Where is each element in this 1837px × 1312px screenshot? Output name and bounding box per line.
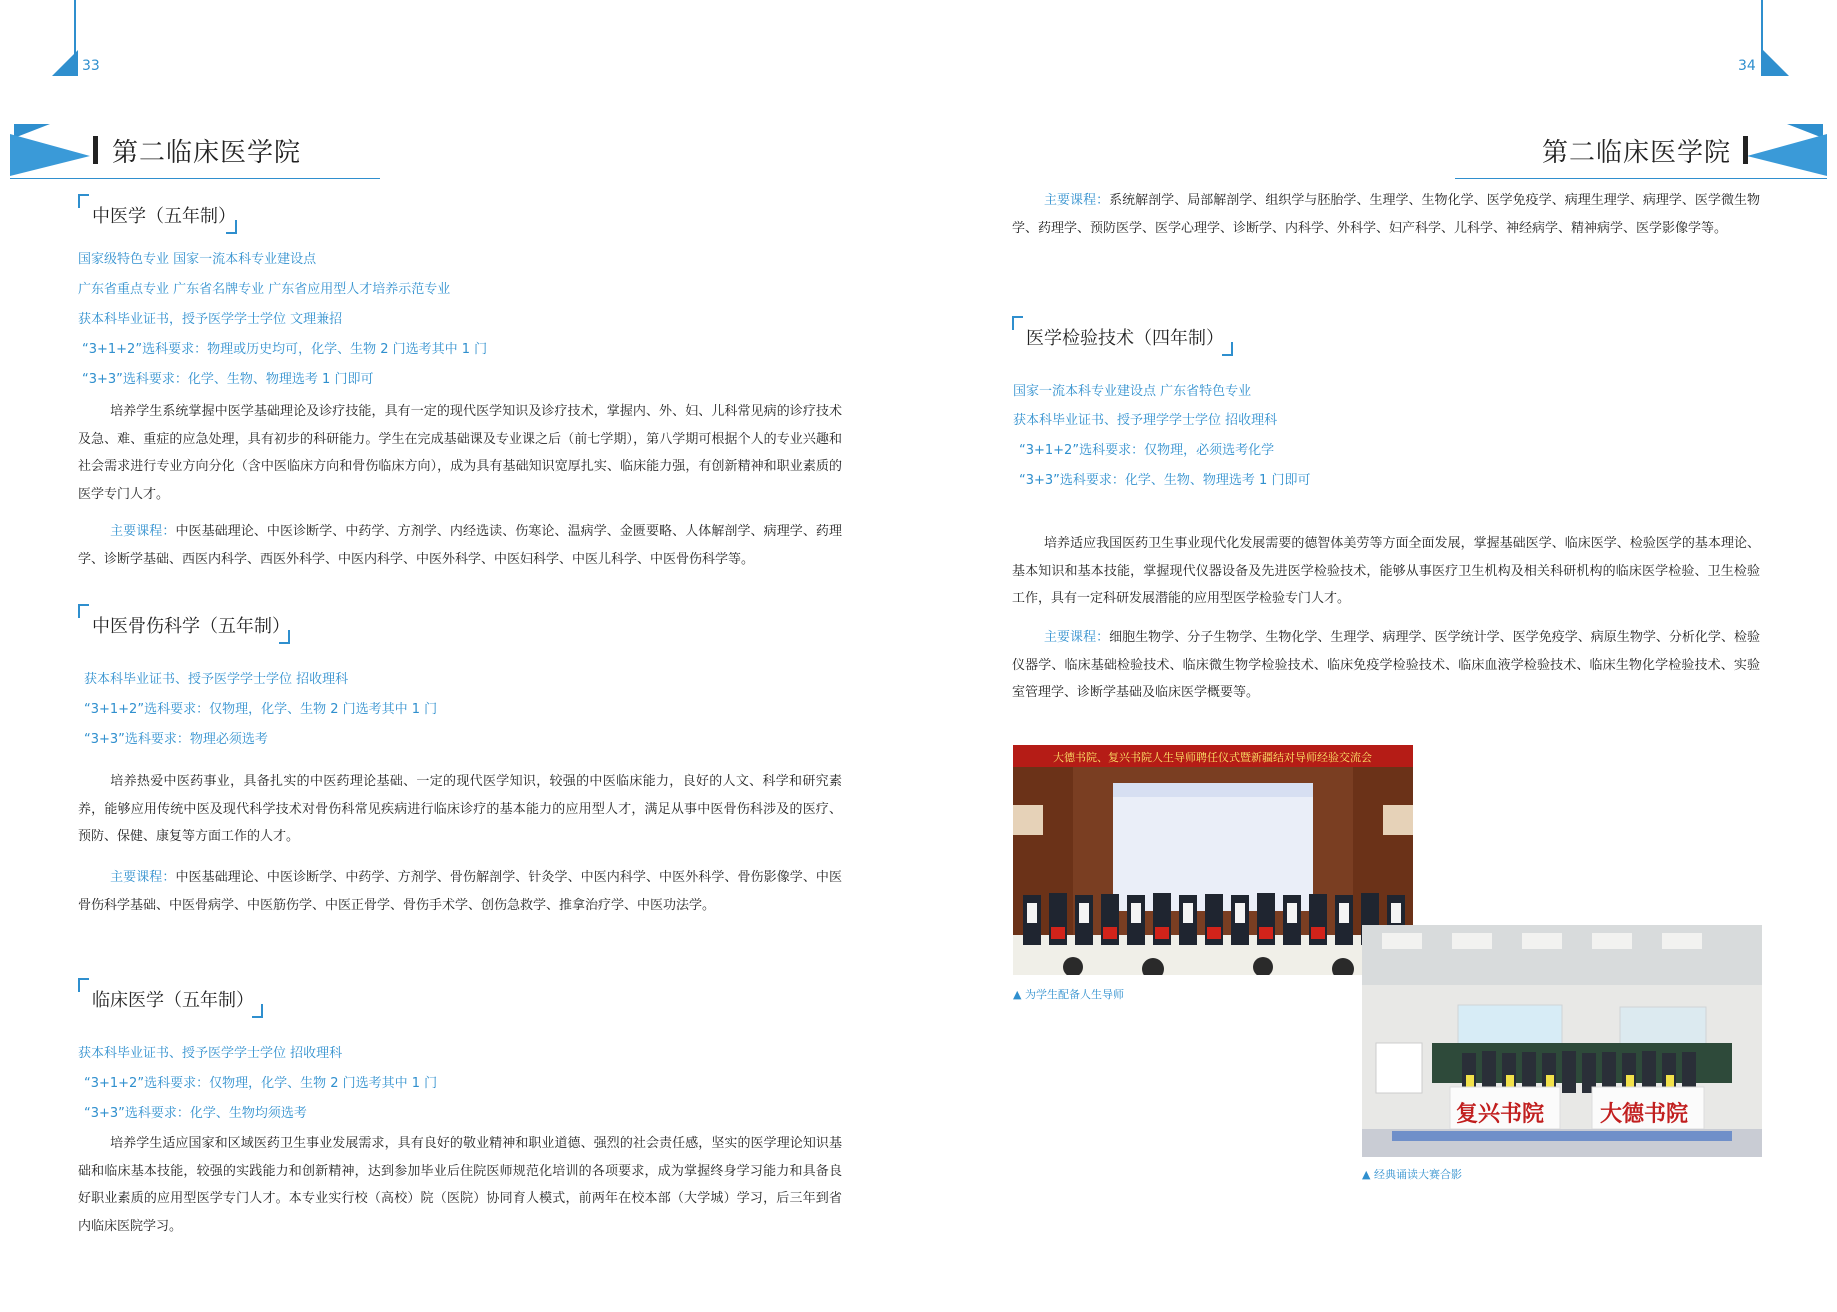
section-courses: 主要课程：中医基础理论、中医诊断学、中药学、方剂学、骨伤解剖学、针灸学、中医内科学、中医外科学、骨伤影像学、中医骨伤科学基础、中医骨病学、中医筋伤学、中医正骨学、骨伤手术学、创伤急救学、推拿治疗学、中医功法学。 [78, 870, 842, 913]
right-header-arrow-icon [1742, 110, 1827, 176]
left-corner-triangle [52, 50, 78, 76]
courses-label: 主要课程： [1044, 630, 1110, 645]
section-title: 中医骨伤科学（五年制） [92, 616, 290, 637]
section-tag: 获本科毕业证书、授予医学学士学位 招收理科 [78, 1046, 343, 1061]
section-description: 培养学生系统掌握中医学基础理论及诊疗技能，具有一定的现代医学知识及诊疗技术，掌握内、外、妇、儿科常见病的诊疗技术及急、难、重症的应急处理，具有初步的科研能力。学生在完成基础课及专业课之后（前七学期），第八学期可根据个人的专业兴趣和社会需求进行专业方向分化（含中医临床方向和骨伤临床方向），成为具有基础知识宽厚扎实、临床能力强，有创新精神和职业素质的医学专门人才。 [78, 404, 842, 502]
section-courses: 主要课程：细胞生物学、分子生物学、生物化学、生理学、病理学、医学统计学、医学免疫学、病原生物学、分析化学、检验仪器学、临床基础检验技术、临床微生物学检验技术、临床免疫学检验技术、临床血液学检验技术、临床生物化学检验技术、实验室管理学、诊断学基础及临床医学概要等。 [1012, 630, 1760, 700]
section-bracket-close [1222, 342, 1233, 356]
section-title: 中医学（五年制） [92, 206, 236, 227]
section-tag: “3+3”选科要求：化学、生物均须选考 [84, 1106, 307, 1121]
section-tag: 获本科毕业证书、授予医学学士学位 招收理科 [84, 672, 349, 687]
courses-label: 主要课程： [110, 524, 176, 539]
left-header-arrow-icon [10, 110, 95, 176]
section-tag: 获本科毕业证书，授予医学学士学位 文理兼招 [78, 312, 343, 327]
photo-mentor-ceremony [1013, 745, 1413, 975]
section-bracket-close [252, 1004, 263, 1018]
section-tag: “3+3”选科要求：物理必须选考 [84, 732, 268, 747]
section-tag: “3+1+2”选科要求：仅物理，化学、生物 2 门选考其中 1 门 [84, 702, 438, 717]
section-bracket-close [226, 220, 237, 234]
section-tag: “3+3”选科要求：化学、生物、物理选考 1 门即可 [1019, 473, 1311, 488]
photo-caption: ▲ 为学生配备人生导师 [1013, 988, 1124, 1001]
photo-banner-left-text: 复兴书院 [1456, 1101, 1545, 1127]
section-tag: “3+1+2”选科要求：仅物理，必须选考化学 [1019, 443, 1275, 458]
right-header-title: 第二临床医学院 [1542, 138, 1732, 168]
right-corner-triangle [1763, 50, 1789, 76]
photo-recitation-contest [1362, 925, 1762, 1157]
section-title: 医学检验技术（四年制） [1026, 328, 1224, 349]
photo-caption: ▲ 经典诵读大赛合影 [1362, 1168, 1462, 1181]
section-tag: 国家级特色专业 国家一流本科专业建设点 [78, 252, 317, 267]
courses-label: 主要课程： [110, 870, 176, 885]
section-courses: 主要课程：中医基础理论、中医诊断学、中药学、方剂学、内经选读、伤寒论、温病学、金匮要略、人体解剖学、病理学、药理学、诊断学基础、西医内科学、西医外科学、中医内科学、中医外科学、中医妇科学、中医儿科学、中医骨伤科学等。 [78, 524, 842, 567]
section-tag: 广东省重点专业 广东省名牌专业 广东省应用型人才培养示范专业 [78, 282, 451, 297]
left-header-title: 第二临床医学院 [112, 138, 302, 168]
right-header-underline [1455, 178, 1827, 179]
right-title-bar [1743, 136, 1748, 164]
continued-courses: 主要课程：系统解剖学、局部解剖学、组织学与胚胎学、生理学、生物化学、医学免疫学、病理生理学、病理学、医学微生物学、药理学、预防医学、医学心理学、诊断学、内科学、外科学、妇产科学、儿科学、神经病学、精神病学、医学影像学等。 [1012, 193, 1760, 236]
section-description: 培养适应我国医药卫生事业现代化发展需要的德智体美劳等方面全面发展，掌握基础医学、临床医学、检验医学的基本理论、基本知识和基本技能，掌握现代仪器设备及先进医学检验技术，能够从事医疗卫生机构及相关科研机构的临床医学检验、卫生检验工作，具有一定科研发展潜能的应用型医学检验专门人才。 [1012, 536, 1760, 606]
section-tag: 国家一流本科专业建设点 广东省特色专业 [1013, 384, 1252, 399]
section-bracket-open [1012, 316, 1023, 330]
photo-banner-right-text: 大德书院 [1600, 1101, 1689, 1127]
section-bracket-open [78, 604, 89, 618]
courses-label: 主要课程： [1044, 193, 1110, 208]
section-tag: “3+1+2”选科要求：仅物理，化学、生物 2 门选考其中 1 门 [84, 1076, 438, 1091]
photo-banner-text: 大德书院、复兴书院人生导师聘任仪式暨新疆结对导师经验交流会 [1053, 751, 1372, 764]
left-header-underline [10, 178, 380, 179]
left-title-bar [93, 136, 98, 164]
section-description: 培养学生适应国家和区域医药卫生事业发展需求，具有良好的敬业精神和职业道德、强烈的社会责任感，坚实的医学理论知识基础和临床基本技能，较强的实践能力和创新精神，达到参加毕业后住院医师规范化培训的各项要求，成为掌握终身学习能力和具备良好职业素质的应用型医学专门人才。本专业实行校（高校）院（医院）协同育人模式，前两年在校本部（大学城）学习，后三年到省内临床医院学习。 [78, 1136, 842, 1234]
section-bracket-open [78, 194, 89, 208]
page-number-right: 34 [1738, 58, 1756, 74]
page-number-left: 33 [82, 58, 100, 74]
section-tag: “3+3”选科要求：化学、生物、物理选考 1 门即可 [82, 372, 374, 387]
section-title: 临床医学（五年制） [92, 990, 254, 1011]
section-tag: “3+1+2”选科要求：物理或历史均可，化学、生物 2 门选考其中 1 门 [82, 342, 488, 357]
section-bracket-close [279, 630, 290, 644]
section-tag: 获本科毕业证书、授予理学学士学位 招收理科 [1013, 413, 1278, 428]
section-description: 培养热爱中医药事业，具备扎实的中医药理论基础、一定的现代医学知识，较强的中医临床能力，良好的人文、科学和研究素养，能够应用传统中医及现代科学技术对骨伤科常见疾病进行临床诊疗的基本能力的应用型人才，满足从事中医骨伤科涉及的医疗、预防、保健、康复等方面工作的人才。 [78, 774, 842, 844]
section-bracket-open [78, 978, 89, 992]
